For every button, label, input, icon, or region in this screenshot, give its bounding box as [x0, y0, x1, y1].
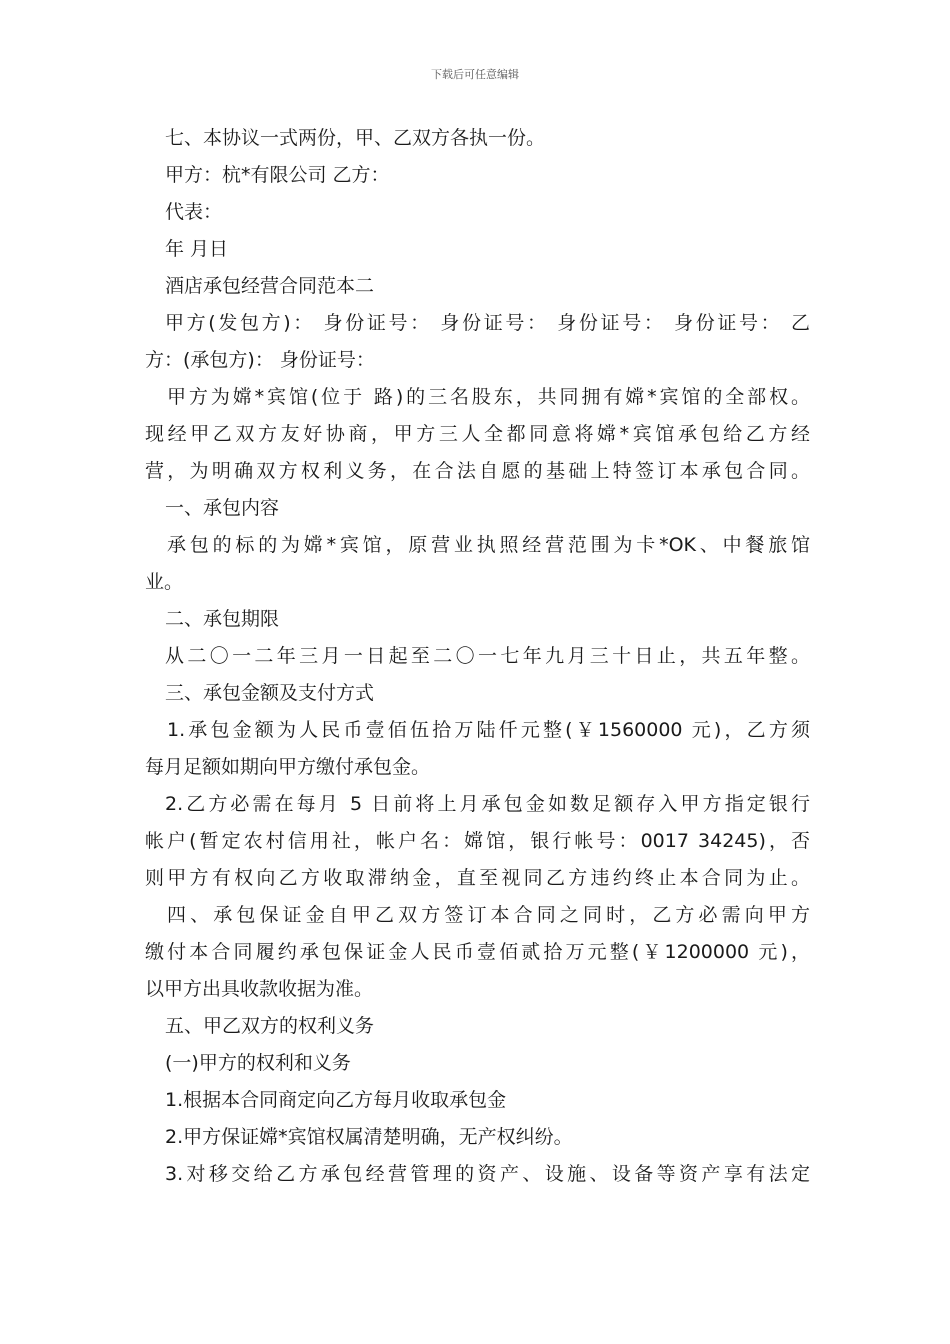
subsection-heading: (一)甲方的权利和义务 [165, 1052, 351, 1074]
section-heading: 五、甲乙双方的权利义务 [165, 1015, 375, 1037]
paragraph-line: 帐户(暂定农村信用社，帐户名：嫦馆，银行帐号：0017 34245)，否 [145, 830, 810, 852]
paragraph-line: 业。 [145, 571, 184, 593]
paragraph-line: 2.乙方必需在每月 5 日前将上月承包金如数足额存入甲方指定银行 [165, 793, 810, 815]
paragraph-line: 从二〇一二年三月一日起至二〇一七年九月三十日止，共五年整。 [165, 645, 810, 667]
list-item: 1.根据本合同商定向乙方每月收取承包金 [165, 1089, 507, 1111]
paragraph-line: 每月足额如期向甲方缴付承包金。 [145, 756, 431, 778]
paragraph-line: 年 月日 [165, 238, 229, 260]
paragraph-line: 则甲方有权向乙方收取滞纳金，直至视同乙方违约终止本合同为止。 [145, 867, 810, 889]
paragraph-line: 甲方为嫦*宾馆(位于 路)的三名股东，共同拥有嫦*宾馆的全部权。 [167, 386, 810, 408]
paragraph-line: 七、本协议一式两份，甲、乙双方各执一份。 [165, 127, 546, 149]
list-item: 3.对移交给乙方承包经营管理的资产、设施、设备等资产享有法定 [165, 1163, 810, 1185]
paragraph-line: 方：(承包方)： 身份证号： [145, 349, 375, 371]
section-heading: 一、承包内容 [165, 497, 280, 519]
section-heading: 二、承包期限 [165, 608, 280, 630]
section-heading: 三、承包金额及支付方式 [165, 682, 375, 704]
paragraph-line: 1.承包金额为人民币壹佰伍拾万陆仟元整(￥1560000 元)，乙方须 [167, 719, 810, 741]
paragraph-line: 甲方：杭*有限公司 乙方： [165, 164, 390, 186]
page-header: 下载后可任意编辑 [431, 68, 519, 81]
list-item: 2.甲方保证嫦*宾馆权属清楚明确，无产权纠纷。 [165, 1126, 573, 1148]
paragraph-line: 代表： [165, 201, 223, 223]
paragraph-line: 现经甲乙双方友好协商，甲方三人全都同意将嫦*宾馆承包给乙方经 [145, 423, 810, 445]
paragraph-line: 甲方(发包方)： 身份证号： 身份证号： 身份证号： 身份证号： 乙 [165, 312, 810, 334]
paragraph-line: 四、承包保证金自甲乙双方签订本合同之同时，乙方必需向甲方 [167, 904, 810, 926]
paragraph-line: 缴付本合同履约承包保证金人民币壹佰贰拾万元整(￥1200000 元)， [145, 941, 810, 963]
paragraph-line: 承包的标的为嫦*宾馆，原营业执照经营范围为卡*OK、中餐旅馆 [167, 534, 810, 556]
paragraph-line: 以甲方出具收款收据为准。 [145, 978, 374, 1000]
section-title: 酒店承包经营合同范本二 [165, 275, 375, 297]
paragraph-line: 营，为明确双方权利义务，在合法自愿的基础上特签订本承包合同。 [145, 460, 810, 482]
document-body [145, 120, 810, 1193]
